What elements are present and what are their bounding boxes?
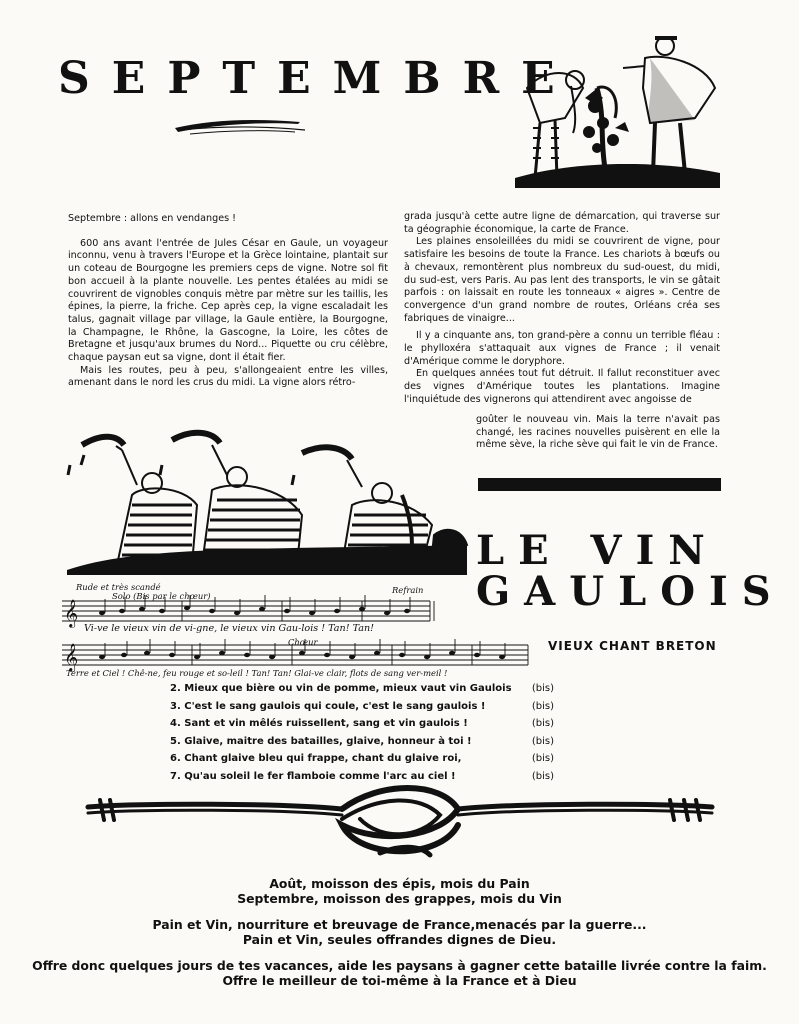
score-tempo: Rude et très scandé: [76, 582, 161, 592]
svg-text:𝄞: 𝄞: [64, 599, 79, 627]
score-solo-note: Solo (Bis par le chœur): [112, 591, 211, 601]
score-lyrics-line2: Terre et Ciel ! Chê-ne, feu rouge et so-leil ! Tan! Tan! Glai-ve clair, flots de sang ver-meil !: [66, 668, 448, 678]
vine-men-illustration: [505, 28, 730, 190]
article-paragraph: 600 ans avant l'entrée de Jules César en Gaule, un voyageur inconnu, venu à travers l'Europe et la Grèce lointaine, plantait sur un coteau de Bourgogne les premiers ceps de vigne. Notre sol fit bon accueil à la plante nouvelle. Les pentes étalées au midi se couvrirent de vignobles conquis mètre par mètre sur les taillis, les épines, la pierre, la friche. Cep après cep, la vigne escaladait les talus, gagnait village par village, la Gaule entière, la Bourgogne, la Champagne, le Rhône, la Gascogne, la Loire, les côtes de Bretagne et jusqu'aux brumes du Nord... Piquette ou cru célèbre, chaque paysan eut sa vigne, dont il était fier.: [68, 237, 388, 364]
footer-line: Offre donc quelques jours de tes vacances, aide les paysans à gagner cette bataille livrée contre la faim.: [32, 958, 767, 973]
title-swoosh-ornament: [170, 110, 310, 140]
drinking-gauls-illustration: [62, 425, 472, 585]
verse-line: 6. Chant glaive bleu qui frappe, chant du glaive roi, (bis): [170, 753, 554, 765]
verse-line: 4. Sant et vin mêlés ruissellent, sang et vin gaulois ! (bis): [170, 718, 554, 730]
article-paragraph: Les plaines ensoleillées du midi se couvrirent de vigne, pour satisfaire les besoins de toute la France. Les chariots à bœufs ou à chevaux, remontèrent plus nombreux du sud-ouest, du midi, du sud-est, vers Paris. Au pas lent des transports, le vin se gâtait parfois : on laissait en route les tonneaux « aigres ». Centre de convergence d'un grand nombre de routes, Orléans créa ses fabriques de vinaigre...: [404, 236, 720, 324]
article-paragraph: Mais les routes, peu à peu, s'allongeaient entre les villes, amenant dans le nord les crus du midi. La vigne alors rétro-: [68, 364, 388, 389]
article-right-column: [404, 211, 720, 407]
article-intro: Septembre : allons en vendanges !: [68, 213, 236, 224]
footer-line: Septembre, moisson des grappes, mois du Vin: [237, 891, 562, 906]
article-right-column-end: [476, 414, 720, 452]
footer-line: Offre le meilleur de toi-même à la France et à Dieu: [222, 973, 577, 988]
footer-line: Pain et Vin, seules offrandes dignes de Dieu.: [242, 932, 557, 947]
article-paragraph: Il y a cinquante ans, ton grand-père a connu un terrible fléau : le phylloxéra s'attaquait aux vignes de France ; il venait d'Amérique comme le doryphore.: [404, 330, 720, 367]
verse-line: 2. Mieux que bière ou vin de pomme, mieux vaut vin Gaulois (bis): [170, 683, 554, 694]
verse-line: 3. C'est le sang gaulois qui coule, c'est le sang gaulois ! (bis): [170, 700, 554, 712]
song-subtitle: VIEUX CHANT BRETON: [548, 639, 717, 653]
song-title-line1: LE VIN: [476, 527, 719, 574]
footer-line: Août, moisson des épis, mois du Pain: [269, 876, 530, 891]
article-paragraph: En quelques années tout fut détruit. Il fallut reconstituer avec des vignes d'Amérique toutes les plantations. Imagine l'inquiétude des vignerons qui attendirent avec angoisse de: [404, 368, 720, 405]
svg-text:𝄞: 𝄞: [64, 643, 79, 671]
article-left-column: [68, 213, 388, 390]
footer-text: [0, 876, 799, 999]
song-verses: [170, 680, 554, 786]
rope-knot-ornament: [80, 785, 720, 865]
score-refrain-mark: Refrain: [392, 585, 424, 595]
song-title-line2: GAULOIS: [476, 568, 785, 615]
verse-line: 5. Glaive, maitre des batailles, glaive, honneur à toi ! (bis): [170, 735, 554, 747]
page-title: SEPTEMBRE: [58, 53, 577, 104]
article-paragraph: grada jusqu'à cette autre ligne de démarcation, qui traverse sur ta géographie économique, la carte de France.: [404, 211, 720, 235]
article-paragraph: goûter le nouveau vin. Mais la terre n'avait pas changé, les racines nouvelles puisèrent en elle la même sève, la riche sève qui fait le vin de France.: [476, 414, 720, 451]
score-lyrics-line1: Vi-ve le vieux vin de vi-gne, le vieux vin Gau-lois ! Tan! Tan!: [84, 623, 375, 634]
section-divider-bar: [478, 478, 721, 491]
footer-line: Pain et Vin, nourriture et breuvage de France,menacés par la guerre...: [152, 917, 647, 932]
score-choeur-mark: Chœur: [288, 637, 318, 647]
verse-line: 7. Qu'au soleil le fer flamboie comme l'arc au ciel ! (bis): [170, 770, 554, 782]
